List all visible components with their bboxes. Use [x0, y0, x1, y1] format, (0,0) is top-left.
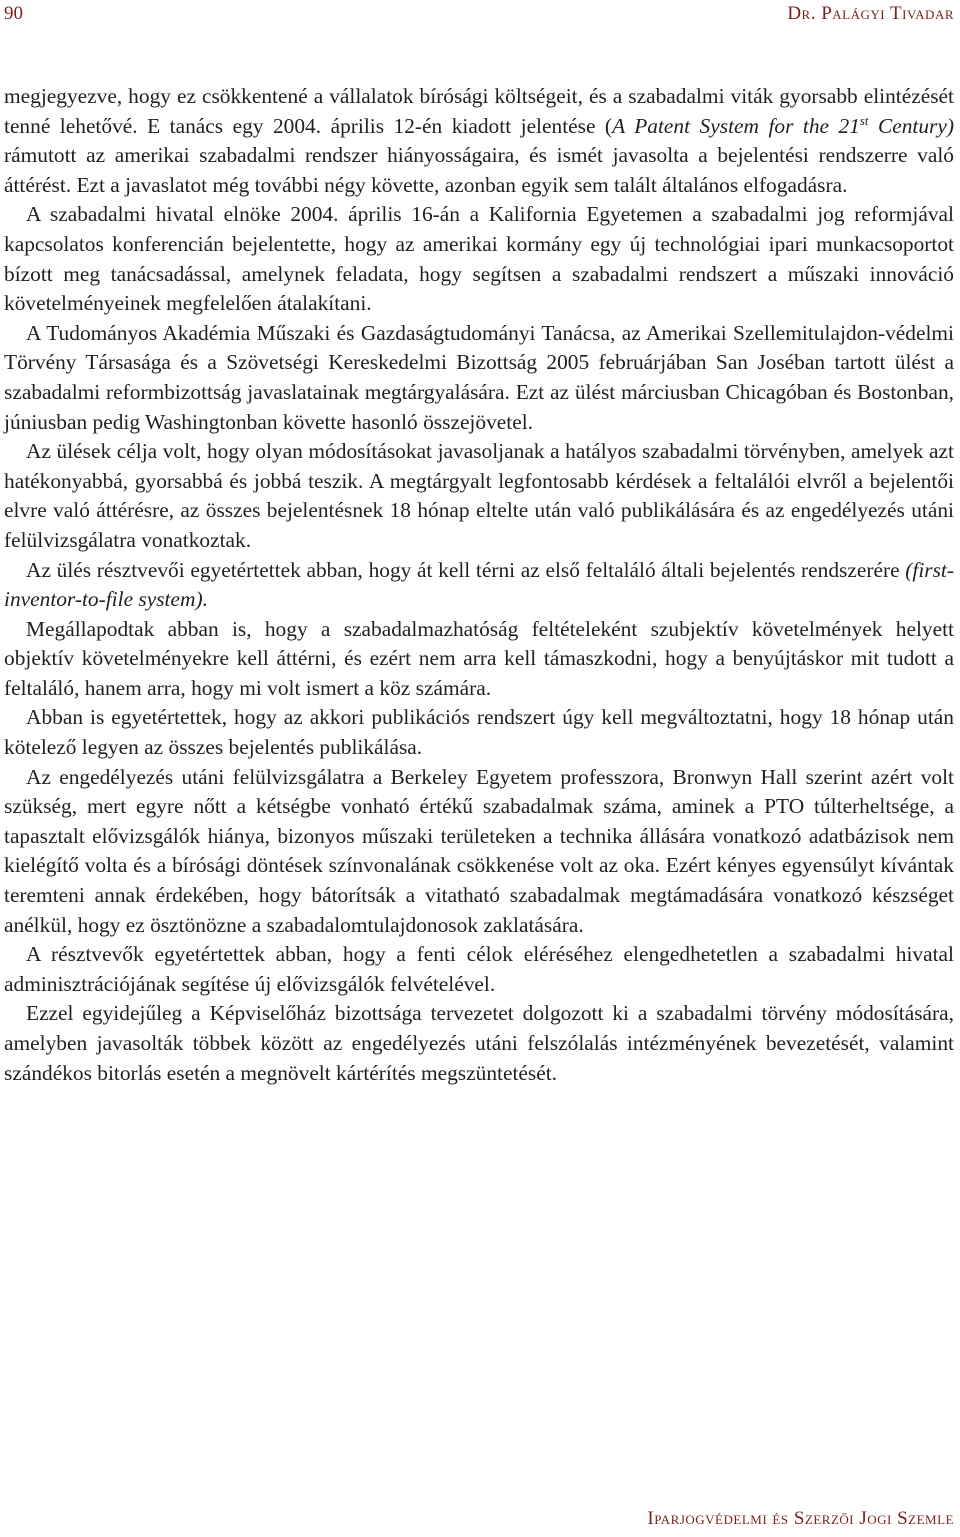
italic-text: Century) — [868, 113, 954, 138]
paragraph — [4, 763, 954, 941]
text-run: A Tudományos Akadémia Műszaki és Gazdaságtudományi Tanácsa, az Amerikai Szellemitulajdon-védelmi Törvény Társasága és a Szövetségi Kereskedelmi Bizottság 2005 februárjában San Joséban tartott ülést a szabadalmi reformbizottság javaslatainak megtárgyalására. Ezt az ülést márciusban Chicagóban és Bostonban, júniusban pedig Washingtonban követte hasonló összejövetel. — [4, 320, 954, 434]
text-run: rámutott az amerikai szabadalmi rendszer hiányosságaira, és ismét javasolta a bejelentési rendszerre való áttérést. Ezt a javaslatot még további négy követte, azonban egyik sem talált általános elfogadásra. — [4, 143, 954, 197]
paragraph — [4, 615, 954, 704]
paragraph — [4, 703, 954, 762]
text-run: Abban is egyetértettek, hogy az akkori publikációs rendszert úgy kell megváltoztatni, hogy 18 hónap után kötelező legyen az összes bejelentés publikálása. — [4, 705, 954, 760]
italic-text: A Patent System for the 21 — [612, 113, 860, 138]
paragraph — [4, 437, 954, 555]
italic-text: (first-inventor-to-file system). — [4, 557, 954, 612]
text-run: Ezzel egyidejűleg a Képviselőház bizottsága tervezetet dolgozott ki a szabadalmi törvény módosítására, amelyben javasolták többek között az engedélyezés utáni felszólalás intézményének bevezetését, valamint szándékos bitorlás esetén a megnövelt kártérítés megszüntetését. — [4, 1001, 954, 1085]
paragraph — [4, 556, 954, 615]
text-run: A szabadalmi hivatal elnöke 2004. április 16-án a Kalifornia Egyetemen a szabadalmi jog reformjával kapcsolatos konferencián bejelentette, hogy az amerikai kormány egy új technológiai ipari munkacsoportot bízott meg tanácsadással, amelynek feladata, hogy segítsen a szabadalmi rendszert a műszaki innováció követelményeinek megfelelően átalakítani. — [4, 202, 954, 316]
text-run: Az ülések célja volt, hogy olyan módosításokat javasoljanak a hatályos szabadalmi törvényben, amelyek azt hatékonyabbá, gyorsabbá és jobbá teszik. A megtárgyalt legfontosabb kérdések a feltalálói elvről a bejelentői elvre való áttérésre, az összes bejelentésnek 18 hónap eltelte után való publikálására és az engedélyezés utáni felülvizsgálatra vonatkoztak. — [4, 439, 954, 552]
running-foot-journal: Iparjogvédelmi és Szerzői Jogi Szemle — [647, 1508, 954, 1529]
running-head-author: Dr. Palágyi Tivadar — [787, 3, 954, 24]
text-run: megjegyezve, hogy ez csökkentené a vállalatok bírósági költségeit, és a szabadalmi viták gyorsabb elintézését tenné lehetővé. E tanács egy 2004. április 12-én kiadott jelentése ( — [4, 84, 954, 138]
paragraph — [4, 82, 954, 200]
italic-text: st — [859, 113, 869, 128]
paragraph — [4, 200, 954, 318]
paragraph — [4, 940, 954, 999]
text-run: Az engedélyezés utáni felülvizsgálatra a Berkeley Egyetem professzora, Bronwyn Hall szerint azért volt szükség, mert egyre nőtt a kétségbe vonható értékű szabadalmak száma, aminek a PTO túlterheltsége, a tapasztalt elővizsgálók hiánya, bizonyos műszaki területeken a technika állására vonatkozó adatbázisok nem kielégítő volta és a bírósági döntések színvonalának csökkenése volt az oka. Ezért kényes egyensúlyt kívántak teremteni annak érdekében, hogy bátorítsák a vitatható szabadalmak megtámadására vonatkozó készséget anélkül, hogy ez ösztönözne a szabadalomtulajdonosok zaklatására. — [4, 764, 954, 937]
text-run: Az ülés résztvevői egyetértettek abban, hogy át kell térni az első feltaláló általi bejelentés rendszerére — [26, 557, 906, 582]
text-run: Megállapodtak abban is, hogy a szabadalmazhatóság feltételeként szubjektív követelmények helyett objektív követelményekre kell áttérni, és ezért nem arra kell támaszkodni, hogy a benyújtáskor mit tudott a feltaláló, hanem arra, hogy mi volt ismert a köz számára. — [4, 616, 954, 700]
running-head — [4, 2, 954, 26]
page-number: 90 — [4, 3, 23, 24]
article-body — [4, 82, 954, 1088]
text-run: A résztvevők egyetértettek abban, hogy a fenti célok eléréséhez elengedhetetlen a szabadalmi hivatal adminisztrációjának segítése új elővizsgálók felvételével. — [4, 942, 954, 996]
paragraph — [4, 999, 954, 1088]
paragraph — [4, 319, 954, 437]
